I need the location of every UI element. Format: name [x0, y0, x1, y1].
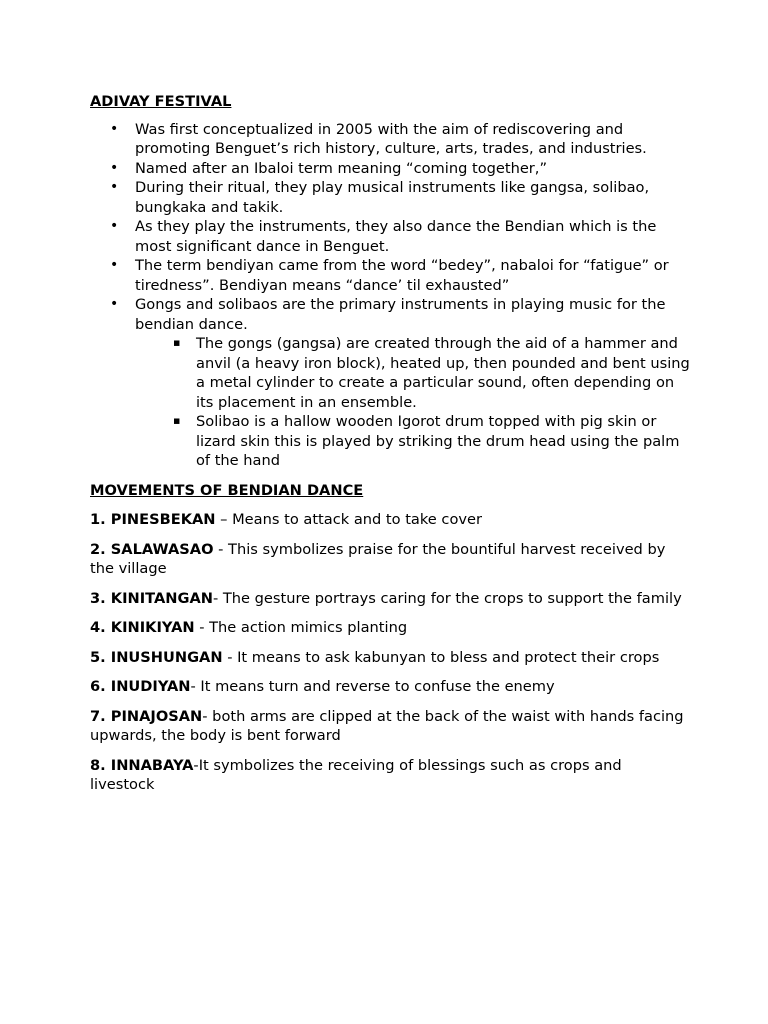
movement-number: 4.	[90, 619, 111, 636]
movement-name: KINITANGAN	[110, 589, 213, 607]
movement-item	[90, 677, 690, 697]
movement-name: PINAJOSAN	[110, 707, 203, 725]
movement-number: 8.	[90, 756, 111, 774]
movement-item	[90, 648, 690, 668]
bullet-marker: •	[110, 257, 119, 273]
movement-description: - The action mimics planting	[194, 619, 408, 636]
bullet-marker: •	[110, 296, 119, 312]
movement-description: - It means to ask kabunyan to bless and protect their crops	[222, 648, 660, 666]
movement-description: - both arms are clipped at the back of the waist with hands facing upwards, the body is bent forward	[90, 707, 684, 744]
bullet-marker: •	[110, 159, 119, 176]
list-item	[90, 295, 690, 471]
movement-name: INNABAYA	[110, 756, 194, 774]
movement-number: 2.	[90, 540, 111, 558]
sub-list-item	[135, 412, 690, 471]
list-item	[90, 256, 690, 295]
bullet-marker: •	[110, 179, 119, 195]
bullet-marker: •	[110, 120, 119, 137]
bullet-text: As they play the instruments, they also dance the Bendian which is the most significant dance in Benguet.	[135, 218, 657, 255]
movement-name: INUDIYAN	[110, 678, 191, 695]
section-title-adivay: ADIVAY FESTIVAL	[90, 93, 232, 110]
sub-list-item	[135, 334, 690, 412]
movement-description: – Means to attack and to take cover	[215, 511, 482, 528]
bullet-text: Was first conceptualized in 2005 with the aim of rediscovering and promoting Benguet’s rich history, culture, arts, trades, and industries.	[135, 120, 647, 157]
movement-description: - This symbolizes praise for the bountiful harvest received by the village	[90, 540, 666, 577]
movement-number: 5.	[90, 648, 111, 666]
movement-number: 3.	[90, 589, 111, 607]
movement-item	[90, 589, 690, 609]
movement-description: - It means turn and reverse to confuse the enemy	[190, 678, 555, 695]
movement-item	[90, 707, 690, 746]
list-item	[90, 178, 690, 217]
movement-description: - The gesture portrays caring for the crops to support the family	[212, 589, 682, 607]
movement-name: PINESBEKAN	[110, 511, 216, 528]
list-item	[90, 120, 690, 159]
movement-name: KINIKIYAN	[110, 619, 195, 636]
festival-bullet-list	[90, 120, 690, 471]
instrument-sub-list	[135, 334, 690, 471]
bullet-text: Gongs and solibaos are the primary instruments in playing music for the bendian dance.	[135, 296, 666, 333]
movement-item	[90, 540, 690, 579]
sub-bullet-text: The gongs (gangsa) are created through the aid of a hammer and anvil (a heavy iron block), heated up, then pounded and bent using a metal cylinder to create a particular sound, often depending on its placement in an ensemble.	[196, 335, 690, 411]
list-item	[90, 217, 690, 256]
sub-bullet-marker: ▪	[173, 336, 181, 349]
movements-list	[90, 510, 690, 795]
movement-number: 6.	[90, 678, 111, 695]
bullet-text: Named after an Ibaloi term meaning “coming together,”	[135, 159, 548, 177]
movement-item	[90, 618, 690, 638]
movement-description: -It symbolizes the receiving of blessings such as crops and livestock	[90, 756, 622, 793]
section-title-movements: MOVEMENTS OF BENDIAN DANCE	[90, 481, 364, 499]
movement-number: 1.	[90, 511, 111, 528]
list-item	[90, 159, 690, 179]
sub-bullet-marker: ▪	[173, 414, 181, 427]
bullet-text: The term bendiyan came from the word “bedey”, nabaloi for “fatigue” or tiredness”. Bendiyan means “dance’ til exhausted”	[135, 257, 669, 294]
movement-name: INUSHUNGAN	[110, 648, 223, 666]
movement-item	[90, 756, 690, 795]
bullet-marker: •	[110, 218, 119, 234]
sub-bullet-text: Solibao is a hallow wooden Igorot drum topped with pig skin or lizard skin this is played by striking the drum head using the palm of the hand	[196, 413, 680, 469]
movement-name: SALAWASAO	[110, 540, 214, 558]
movement-number: 7.	[90, 707, 111, 725]
bullet-text: During their ritual, they play musical instruments like gangsa, solibao, bungkaka and takik.	[135, 179, 650, 216]
document-content	[90, 92, 690, 795]
movement-item	[90, 510, 690, 530]
